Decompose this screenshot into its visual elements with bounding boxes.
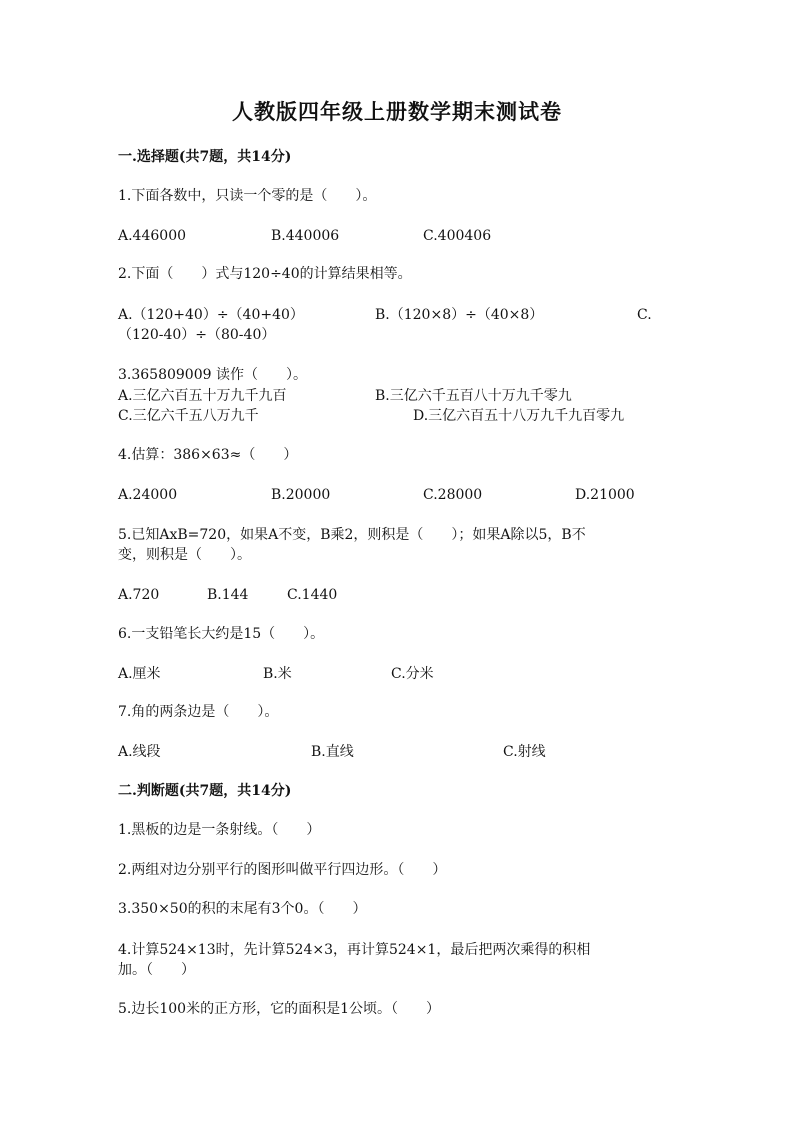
question-text-cont: 变，则积是（ ）。 (118, 547, 251, 563)
option-a: A.线段 (118, 744, 161, 760)
question-text: 4.计算524×13时，先计算524×3，再计算524×1，最后把两次乘得的积相 (118, 942, 591, 958)
option-b: B.米 (263, 666, 292, 682)
question-text: 6.一支铅笔长大约是15（ ）。 (118, 626, 325, 642)
question-text: 4.估算：386×63≈（ ） (118, 447, 298, 463)
option-a: A.三亿六百五十万九千九百 (118, 388, 287, 404)
option-d: D.21000 (575, 487, 635, 503)
option-c: C.三亿六千五八万九千 (118, 408, 259, 424)
section-heading-choice: 一.选择题(共7题，共14分) (118, 149, 292, 165)
option-c: C. (637, 307, 652, 323)
option-c: C.分米 (391, 666, 434, 682)
option-c: C.400406 (423, 228, 492, 244)
option-b: B.直线 (311, 744, 354, 760)
option-a: A.24000 (118, 487, 178, 503)
option-c-text: （120-40）÷（80-40） (118, 327, 276, 343)
question-text: 5.已知AxB=720，如果A不变，B乘2，则积是（ ）；如果A除以5，B不 (118, 527, 586, 543)
question-text: 3.350×50的积的末尾有3个0。（ ） (118, 901, 367, 917)
option-c: C.1440 (287, 587, 338, 603)
option-c: C.28000 (423, 487, 483, 503)
question-text: 7.角的两条边是（ ）。 (118, 704, 279, 720)
option-d: D.三亿六百五十八万九千九百零九 (413, 408, 625, 424)
option-b: B.三亿六千五百八十万九千零九 (375, 388, 572, 404)
option-a: A.446000 (118, 228, 187, 244)
question-text: 2.下面（ ）式与120÷40的计算结果相等。 (118, 266, 412, 282)
option-b: B.（120×8）÷（40×8） (375, 307, 544, 323)
option-a: A.（120+40）÷（40+40） (118, 307, 304, 323)
option-a: A.厘米 (118, 666, 161, 682)
option-b: B.144 (207, 587, 249, 603)
question-text: 1.下面各数中，只读一个零的是（ ）。 (118, 188, 377, 204)
section-heading-judgment: 二.判断题(共7题，共14分) (118, 783, 292, 799)
question-text: 2.两组对边分别平行的图形叫做平行四边形。（ ） (118, 862, 447, 878)
page-title: 人教版四年级上册数学期末测试卷 (232, 99, 562, 124)
option-b: B.20000 (271, 487, 331, 503)
question-text: 5.边长100米的正方形，它的面积是1公顷。（ ） (118, 1001, 440, 1017)
option-b: B.440006 (271, 228, 340, 244)
question-text: 3.365809009 读作（ ）。 (118, 367, 307, 383)
question-text: 1.黑板的边是一条射线。（ ） (118, 822, 321, 838)
option-a: A.720 (118, 587, 160, 603)
option-c: C.射线 (503, 744, 546, 760)
question-text-cont: 加。（ ） (118, 962, 195, 978)
